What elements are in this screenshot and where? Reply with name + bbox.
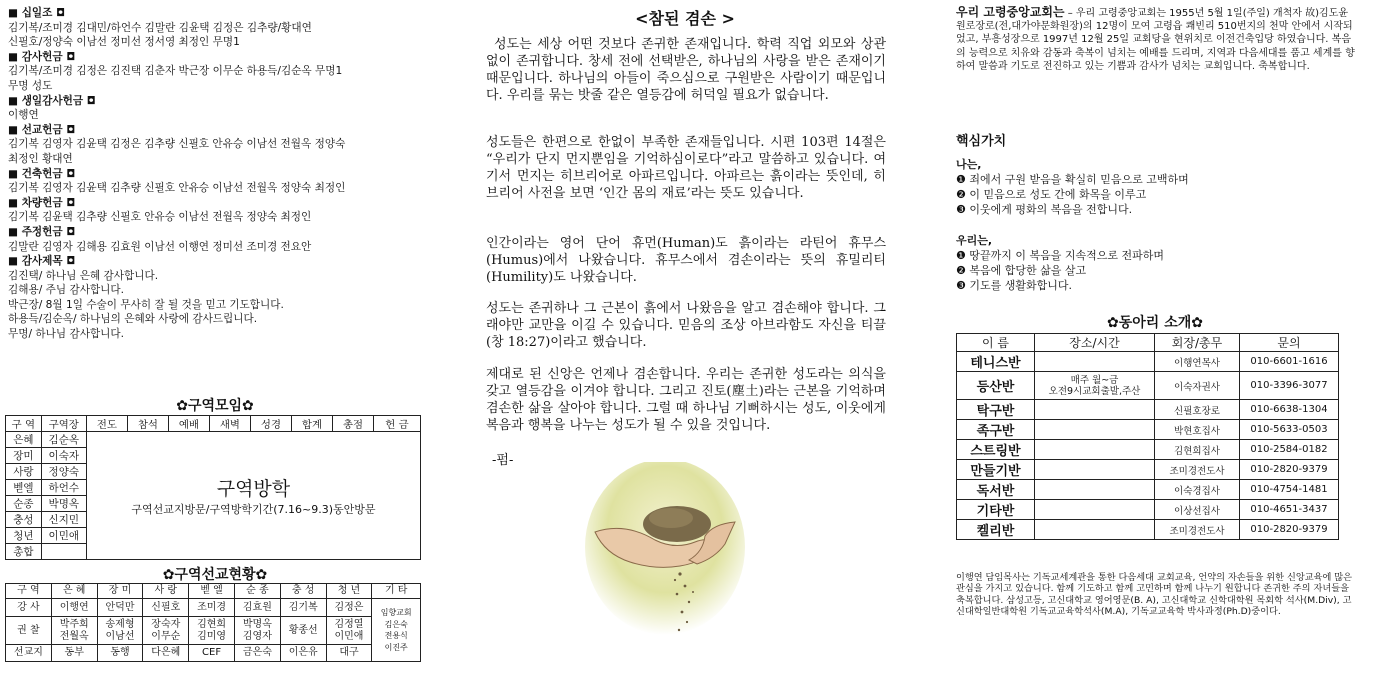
list-item: ❶ 땅끝까지 이 복음을 지속적으로 전파하며 (956, 249, 1164, 262)
offering-tithe: ■ 십일조 ◘ 김기복/조미경 김대민/하언수 김말란 김윤택 김정은 김추량/황대연 신필호/정양숙 이남선 정미선 정서영 최정인 무명1 (8, 7, 312, 49)
table-row: 만들기반 조미경전도사 010-2820-9379 (957, 460, 1339, 480)
sermon-paragraph-4: 성도는 존귀하나 그 근본이 흙에서 나왔음을 알고 겸손해야 합니다. 그래야만 교만을 이길 수 있습니다. 믿음의 조상 아브라함도 자신을 티끌(창 18:27)이라고 했습니다. (486, 301, 886, 350)
table-row: 독서반 이숙경집사 010-4754-1481 (957, 480, 1339, 500)
sermon-title: <참된 겸손 > (635, 9, 735, 28)
list-item: ❶ 죄에서 구원 받음을 확실히 믿음으로 고백하며 (956, 173, 1189, 186)
offering-mission: ■ 선교헌금 ◘ 김기복 김영자 김윤택 김정은 김추량 신필호 안유승 이남선 전월옥 정양숙 최정인 황대연 (8, 123, 346, 165)
offering-building: ■ 건축헌금 ◘ 김기복 김영자 김윤택 김추량 신필호 안유승 이남선 전월옥 정양숙 최정인 (8, 167, 346, 195)
left-column (0, 0, 430, 680)
table-row: 총합 (6, 544, 421, 560)
clubs-table (956, 333, 1339, 540)
church-intro (956, 6, 1356, 73)
table-row: 기타반 이상선집사 010-4651-3437 (957, 500, 1339, 520)
sermon-column (480, 0, 890, 680)
table-row: 청년 이민애 (6, 528, 421, 544)
table-row: 테니스반 이행연목사 010-6601-1616 (957, 352, 1339, 372)
table-row: 탁구반 신필호장로 010-6638-1304 (957, 400, 1339, 420)
church-intro-text: – 우리 고령중앙교회는 1955년 5월 1일(주일) 개척자 故)김도윤원로장로(전,대가야문화원장)의 12명이 모여 고령읍 쾌빈리 510번지의 천막 안에서 시작되었고, 부흥성장으로 1997년 12월 25일 교회당을 현위치로 이전건축입당 하였습니다. 복음의 능력으로 치유와 감동과 축복이 넘치는 예배를 드리며, 지역과 다음세대를 품고 세계를 향하여 말씀과 기도로 전진하고 있는 기쁨과 감사가 넘치는 교회입니다. 축복합니다. (956, 8, 1355, 72)
hands-soil-illustration (585, 462, 745, 640)
mission-status-table (5, 583, 421, 662)
clubs-title: ✿동아리 소개✿ (1107, 315, 1203, 331)
pastor-profile: 이행연 담임목사는 기독교세계관을 통한 다음세대 교회교육, 언약의 자손들을 위한 신앙교육에 많은 관심을 가지고 있습니다. 함께 기도하고 함께 고민하며 함께 나누기 원합니다 존귀한 주의 자녀들을 축복합니다. 삼성고등, 고신대학교 영어영문(B. A), 고신대학교 신학대학원 목회학 석사(M.Div), 고신대학일반대학원 기독교교육학석사(M.A), 기독교교육학 박사과정(Ph.D)중이다. (956, 572, 1353, 618)
offering-birthday: ■ 생일감사헌금 ◘ 이행연 (8, 94, 96, 122)
table-row: 순종 박명옥 (6, 496, 421, 512)
vacation-notice: 구역방학 구역선교지방문/구역방학기간(7.16~9.3)동안방문 (86, 432, 420, 560)
table-row: 장미 이숙자 (6, 448, 421, 464)
table-header-row: 구 역 구역장 전도 참석 예배 새벽 성경 합계 총점 헌 금 (6, 416, 421, 432)
sermon-paragraph-2: 성도들은 한편으로 한없이 부족한 존재들입니다. 시편 103편 14절은 “우리가 단지 먼지뿐임을 기억하심이로다”라고 말씀하고 있습니다. 여기서 먼지는 히브리어로 아파르입니다. 아파르는 흙이라는 뜻인데, 히브리어 사전을 보면 ‘인간 몸의 재료’라는 뜻도 있습니다. (486, 135, 886, 201)
list-item: ❸ 이웃에게 평화의 복음을 전합니다. (956, 203, 1133, 216)
thanks-topics: ■ 감사제목 ◘ 김진택/ 하나님 은혜 감사합니다. 김해용/ 주님 감사합니다. 박근장/ 8월 1일 수술이 무사히 잘 될 것을 믿고 기도합니다. 하용득/김순옥/ 하나님의 은혜와 사랑에 감사드립니다. 무명/ 하나님 감사합니다. (8, 255, 284, 341)
table-row: 은혜 김순옥 구역방학 구역선교지방문/구역방학기간(7.16~9.3)동안방문 (6, 432, 421, 448)
offering-vehicle: ■ 차량헌금 ◘ 김기복 김윤택 김추량 신필호 안유승 이남선 전월옥 정양숙 최정인 (8, 196, 312, 224)
sermon-paragraph-1: 성도는 세상 어떤 것보다 존귀한 존재입니다. 학력 직업 외모와 상관없이 존귀합니다. 창세 전에 선택받은, 하나님의 사랑을 받은 존재이기 때문입니다. 하나님의 아들이 죽으심으로 구원받은 사람이기 때문입니다. 우리를 묶는 밧줄 같은 열등감에 허덕일 필요가 없습니다. (486, 37, 886, 103)
table-row: 강 사 이행연 안덕만 신필호 조미경 김효원 김기복 김정은 임향교회 김은숙 전용식 이진주 (6, 599, 421, 617)
table-row: 켈리반 조미경전도사 010-2820-9379 (957, 520, 1339, 540)
sermon-paragraph-5: 제대로 된 신앙은 언제나 겸손합니다. 우리는 존귀한 성도라는 의식을 갖고 열등감을 이겨야 합니다. 그리고 진토(塵土)라는 근본을 기억하며 겸손한 삶을 살아야 합니다. 그럴 때 하나님 기뻐하시는 성도, 이웃에게 복음과 행복을 나누는 성도가 될 수 있을 것입니다. (486, 367, 886, 433)
core-values: 핵심가치 나는, ❶ 죄에서 구원 받음을 확실히 믿음으로 고백하며 ❷ 이 믿음으로 성도 간에 화목을 이루고 ❸ 이웃에게 평화의 복음을 전합니다. 우리는, ❶ 땅끝까지 이 복음을 지속적으로 전파하며 ❷ 복음에 합당한 삶을 살고 ❸ 기도를 생활화합니다. (956, 134, 1356, 293)
district-meeting-table (5, 415, 421, 560)
table-row: 선교지 동부 동행 다은혜 CEF 금은숙 이은유 대구 (6, 645, 421, 662)
list-item: ❷ 복음에 합당한 삶을 살고 (956, 264, 1087, 277)
district-meeting-title: ✿구역모임✿ (176, 398, 254, 414)
mission-other-cell: 임향교회 김은숙 전용식 이진주 (372, 599, 421, 662)
mission-status-title: ✿구역선교현황✿ (162, 567, 268, 583)
table-row: 벧엘 하언수 (6, 480, 421, 496)
table-header-row: 구 역 은 혜 장 미 사 랑 벧 엘 순 종 충 성 청 년 기 타 (6, 584, 421, 599)
table-header-row: 이 름 장소/시간 회장/총무 문의 (957, 334, 1339, 352)
table-row: 권 찰 박주희 전월옥 송제형 이남선 장숙자 이무순 김현희 김미영 박명옥 김영자 황종선 김정열 이민애 (6, 617, 421, 645)
table-row: 등산반 매주 월~금 오전9시교회출발,주산 이숙자권사 010-3396-3077 (957, 372, 1339, 400)
table-row: 충성 신지민 (6, 512, 421, 528)
list-item: ❷ 이 믿음으로 성도 간에 화목을 이루고 (956, 188, 1147, 201)
table-row: 족구반 박현호집사 010-5633-0503 (957, 420, 1339, 440)
right-column (950, 0, 1360, 680)
list-item: ❸ 기도를 생활화합니다. (956, 279, 1072, 292)
sermon-source: -펌- (492, 453, 514, 468)
offering-thanks: ■ 감사헌금 ◘ 김기복/조미경 김정은 김진택 김춘자 박근장 이무순 하용득/김순옥 무명1 무명 성도 (8, 50, 343, 92)
offering-list (8, 6, 423, 342)
church-intro-lead: 우리 고령중앙교회는 (956, 5, 1065, 19)
offering-weekly: ■ 주정헌금 ◘ 김말란 김영자 김해용 김효원 이남선 이행연 정미선 조미경 전요안 (8, 225, 312, 253)
table-row: 스트링반 김현희집사 010-2584-0182 (957, 440, 1339, 460)
sermon-paragraph-3: 인간이라는 영어 단어 휴먼(Human)도 흙이라는 라틴어 휴무스(Humus)에서 나왔습니다. 휴무스에서 겸손이라는 뜻의 휴밀리티(Humility)도 나왔습니다. (486, 236, 886, 285)
core-values-title: 핵심가치 (956, 134, 1007, 149)
table-row: 사랑 정양숙 (6, 464, 421, 480)
